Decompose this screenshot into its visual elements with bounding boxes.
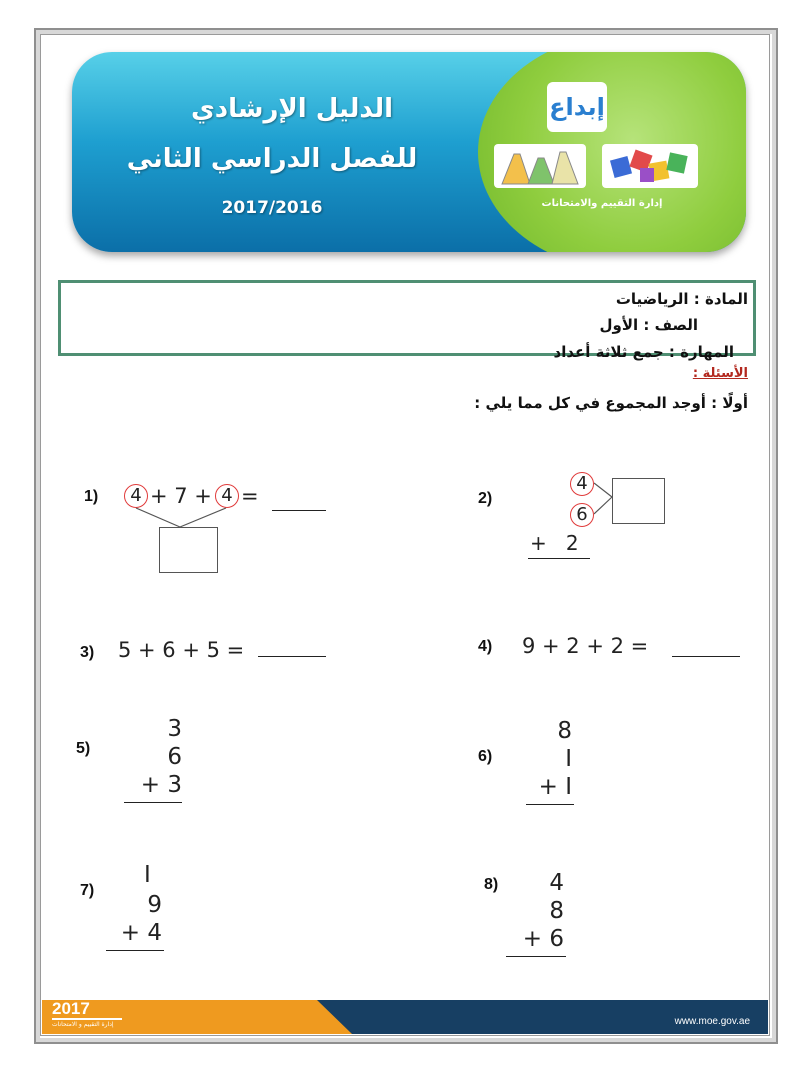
question-4-number: 4) <box>478 638 493 655</box>
q5-addend-1: 3 <box>167 716 182 742</box>
q6-sum-rule <box>526 804 574 805</box>
subject-line: المادة : الرياضيات <box>615 290 748 308</box>
q3-answer-blank[interactable] <box>258 656 326 657</box>
question-2-number: 2) <box>478 490 493 507</box>
q3-expression: 5 + 6 + 5 = <box>118 638 245 662</box>
footer-department: إدارة التقييم و الامتحانات <box>52 1021 114 1028</box>
lab-flasks-image <box>494 144 586 188</box>
q4-expression: 9 + 2 + 2 = <box>522 634 649 658</box>
q7-addend-3: + 4 <box>120 920 162 946</box>
q8-sum-rule <box>506 956 566 957</box>
footer-divider <box>52 1018 122 1020</box>
grade-line: الصف : الأول <box>599 316 698 334</box>
q7-addend-1: I <box>144 862 151 888</box>
q7-addend-2: 9 <box>147 892 162 918</box>
math-cubes-image <box>602 144 698 188</box>
q8-addend-2: 8 <box>549 898 564 924</box>
logo-caption: إدارة التقييم والامتحانات <box>541 198 663 209</box>
q2-sum-box[interactable] <box>612 478 665 524</box>
q1-expression: + 7 + <box>150 484 212 508</box>
banner-title: الدليل الإرشادي <box>190 94 394 124</box>
q5-addend-3: + 3 <box>140 772 182 798</box>
q8-addend-3: + 6 <box>522 926 564 952</box>
q6-addend-2: I <box>565 746 572 772</box>
q1-sum-box[interactable] <box>159 527 218 573</box>
q5-addend-2: 6 <box>167 744 182 770</box>
question-3-number: 3) <box>80 644 95 661</box>
questions-label: الأسئلة : <box>692 366 748 381</box>
question-1-number: 1) <box>84 488 99 505</box>
q1-equals: = <box>241 484 259 508</box>
banner-subtitle: للفصل الدراسي الثاني <box>126 144 418 174</box>
footer-year: 2017 <box>52 1000 90 1018</box>
q8-addend-1: 4 <box>549 870 564 896</box>
question-7-number: 7) <box>80 882 95 899</box>
q1-circled-addend-2: 4 <box>215 484 239 508</box>
question-6-number: 6) <box>478 748 493 765</box>
ibdaa-logo: إبداع <box>547 82 607 132</box>
q6-addend-3: + I <box>538 774 572 800</box>
q1-answer-blank[interactable] <box>272 510 326 511</box>
q7-sum-rule <box>106 950 164 951</box>
q4-answer-blank[interactable] <box>672 656 740 657</box>
question-5-number: 5) <box>76 740 91 757</box>
instruction-line: أولًا : أوجد المجموع في كل مما يلي : <box>474 394 748 412</box>
q1-circled-addend: 4 <box>124 484 148 508</box>
q2-sum-rule <box>528 558 590 559</box>
skill-line: المهارة : جمع ثلاثة أعداد <box>553 343 734 361</box>
question-8-number: 8) <box>484 876 499 893</box>
header-banner <box>72 52 746 252</box>
q2-last-addend: + 2 <box>530 531 579 555</box>
q2-circled-middle: 6 <box>570 503 594 527</box>
q6-addend-1: 8 <box>557 718 572 744</box>
q2-circled-top: 4 <box>570 472 594 496</box>
footer-url[interactable]: www.moe.gov.ae <box>674 1016 750 1027</box>
q5-sum-rule <box>124 802 182 803</box>
q2-connector-lines <box>594 480 614 520</box>
footer-bar <box>42 1000 768 1034</box>
banner-year: 2017/2016 <box>221 198 323 218</box>
